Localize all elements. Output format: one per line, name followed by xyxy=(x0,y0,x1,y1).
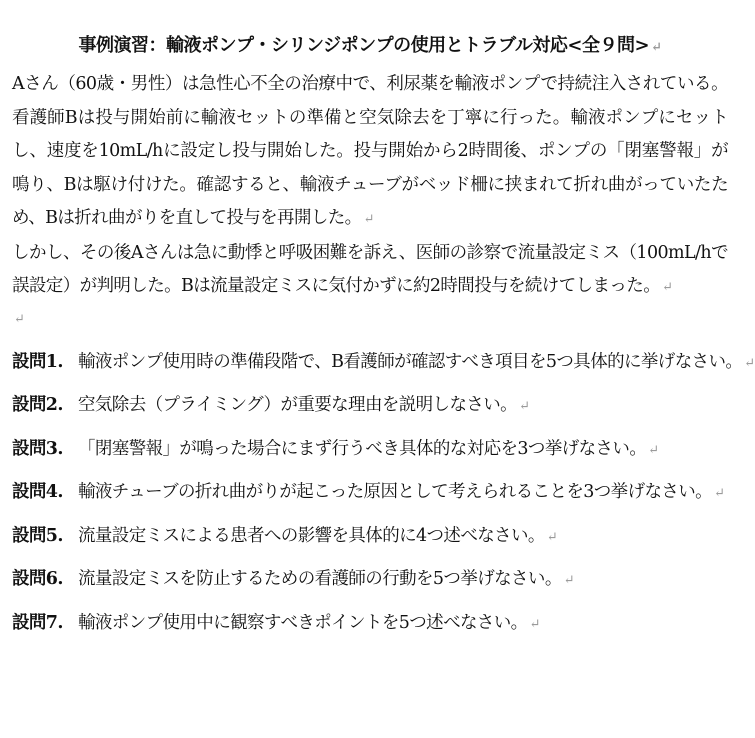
scenario-text: Aさん（60歳・男性）は急性心不全の治療中で、利尿薬を輸液ポンプで持続注入されている。看護師Bは投与開始前に輸液セットの準備と空気除去を丁寧に行った。輸液ポンプにセットし、速度を10mL/hに設定し投与開始した。投与開始から2時間後、ポンプの「閉塞警報」が鳴り、Bは駆け付けた。確認すると、輸液チューブがベッド柵に挟まれて折れ曲がっていたため、Bは折れ曲がりを直して投与を再開した。 xyxy=(12,74,728,228)
question-item xyxy=(12,428,728,472)
question-text: 流量設定ミスによる患者への影響を具体的に4つ述べなさい。 xyxy=(78,525,545,546)
question-text: 流量設定ミスを防止するための看護師の行動を5つ挙げなさい。 xyxy=(78,569,562,589)
question-text: 輸液チューブの折れ曲がりが起こった原因として考えられることを3つ挙げなさい。 xyxy=(78,482,713,502)
question-text: 輸液ポンプ使用時の準備段階で、B看護師が確認すべき項目を5つ具体的に挙げなさい。 xyxy=(78,351,743,372)
paragraph-mark-icon: ↵ xyxy=(14,311,25,327)
question-list xyxy=(12,341,755,646)
question-label: 設問6. xyxy=(12,569,63,589)
scenario-paragraph xyxy=(12,237,728,305)
scenario-paragraph xyxy=(12,68,728,237)
document-title xyxy=(12,0,728,54)
paragraph-mark-icon: ↵ xyxy=(651,40,662,55)
empty-paragraph xyxy=(12,305,728,331)
paragraph-mark-icon: ↵ xyxy=(529,616,540,632)
question-item xyxy=(12,558,728,602)
question-label: 設問1. xyxy=(12,351,63,372)
question-label: 設問4. xyxy=(12,482,63,502)
question-text: 輸液ポンプ使用中に観察すべきポイントを5つ述べなさい。 xyxy=(78,612,528,633)
paragraph-mark-icon: ↵ xyxy=(363,212,374,227)
case-scenario xyxy=(12,68,728,305)
question-item xyxy=(12,384,728,428)
paragraph-mark-icon: ↵ xyxy=(546,529,558,545)
question-item xyxy=(12,515,728,559)
paragraph-mark-icon: ↵ xyxy=(662,280,673,295)
paragraph-mark-icon: ↵ xyxy=(519,399,530,414)
paragraph-mark-icon: ↵ xyxy=(744,355,755,371)
paragraph-mark-icon: ↵ xyxy=(714,486,725,501)
question-item xyxy=(12,602,728,646)
question-item xyxy=(12,341,755,385)
question-label: 設問3. xyxy=(12,438,63,459)
question-text: 「閉塞警報」が鳴った場合にまず行うべき具体的な対応を3つ挙げなさい。 xyxy=(78,438,647,459)
question-label: 設問5. xyxy=(12,525,63,546)
question-item xyxy=(12,471,728,515)
paragraph-mark-icon: ↵ xyxy=(648,442,659,458)
paragraph-mark-icon: ↵ xyxy=(563,573,575,588)
question-label: 設問7. xyxy=(12,612,63,633)
question-text: 空気除去（プライミング）が重要な理由を説明しなさい。 xyxy=(78,395,518,415)
document-title-text: 事例演習：輸液ポンプ・シリンジポンプの使用とトラブル対応<全９問> xyxy=(78,35,650,56)
scenario-text: しかし、その後Aさんは急に動悸と呼吸困難を訴え、医師の診察で流量設定ミス（100mL/hで誤設定）が判明した。Bは流量設定ミスに気付かずに約2時間投与を続けてしまった。 xyxy=(12,242,728,296)
question-label: 設問2. xyxy=(12,395,63,415)
